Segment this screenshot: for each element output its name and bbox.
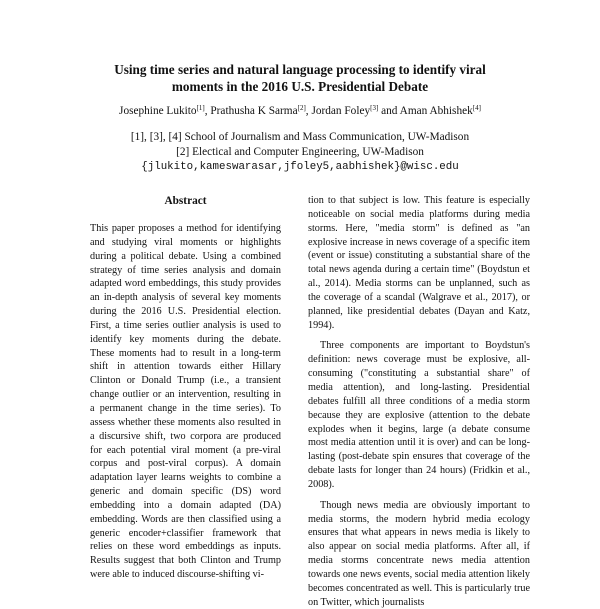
affiliations (40, 130, 560, 175)
author-affiliation-mark: [4] (472, 104, 481, 112)
author: Prathusha K Sarma[2], (210, 104, 312, 117)
title-line-2: moments in the 2016 U.S. Presidential Debate (171, 79, 429, 94)
affiliation-1: [1], [3], [4] School of Journalism and Mass Communication, UW-Madison (130, 131, 470, 143)
paper-title (40, 61, 560, 95)
abstract-heading: Abstract (164, 195, 207, 207)
author-affiliation-mark: [1] (196, 104, 205, 112)
title-line-1: Using time series and natural language processing to identify viral (114, 62, 486, 77)
abstract-paragraph: This paper proposes a method for identifying and studying viral moments or highlights during a political debate. Using a combined strategy of time series analysis and domain adapted word embeddings, this study provides an in-depth analysis of several key moments during the 2016 U.S. Presidential election. First, a time series outlier analysis is used to identify key moments during the debate. These moments had to result in a long-term shift in attention towards either Hillary Clinton or Donald Trump (i.e., a transient change outlier or an intervention, resulting in a permanent change in the time series). To assess whether these moments also resulted in a discursive shift, two corpora are produced for each potential viral moment (a pre-viral corpus and post-viral corpus). A domain adaptation layer learns weights to combine a generic and domain specific (DS) word embedding into a domain adapted (DA) embedding. Words are then classified using a generic encoder+classifier framework that relies on these word embeddings as inputs. Results suggest that both Clinton and Trump were able to induced discourse-shifting vi- (90, 223, 281, 581)
affiliation-2: [2] Electical and Computer Engineering, UW-Madison (176, 146, 424, 158)
author-affiliation-mark: [3] (370, 104, 379, 112)
author-emails: {jlukito,kameswarasar,jfoley5,aabhishek}@wisc.edu (141, 161, 459, 173)
author-list (20, 104, 580, 118)
body-paragraph: tion to that subject is low. This feature is especially noticeable on social media platforms during media storms. Here, "media storm" is defined as "an explosive increase in news coverage of a specific item (event or issue) constituting a substantial share of the total news agenda during a certain time" (Boydstun et al., 2014). Media storms can be unplanned, such as the coverage of a scandal (Walgrave et al., 2017), or planned, like presidential debates (Dayan and Katz, 1994). (308, 195, 530, 331)
author: Jordan Foley[3] and (311, 104, 400, 117)
abstract-column (90, 222, 281, 582)
author: Josephine Lukito[1], (119, 104, 211, 117)
author: Aman Abhishek[4] (399, 104, 481, 117)
author-affiliation-mark: [2] (297, 104, 306, 112)
body-paragraph: Three components are important to Boydstun's definition: news coverage must be explosive, all-consuming ("constituting a substantial share" of media attention), and long-lasting. Presidential debates fulfill all three conditions of a media storm because they are explosive (attention to the debate explodes when it begins, large (a debate consume most media attention until it is over) and can be long-lasting (post-debate spin ensures that coverage of the debate lasts for longer than 24 hours) (Fridkin et al., 2008). (308, 340, 530, 490)
body-column-right (308, 194, 530, 609)
body-paragraph: Though news media are obviously important to media storms, the modern hybrid media ecology ensures that what appears in news media is likely to also appear on social media platforms. After all, if media storms concentrate news media attention towards one news events, social media attention likely becomes concentrated as well. This is particularly true on Twitter, which journalists (308, 499, 530, 608)
